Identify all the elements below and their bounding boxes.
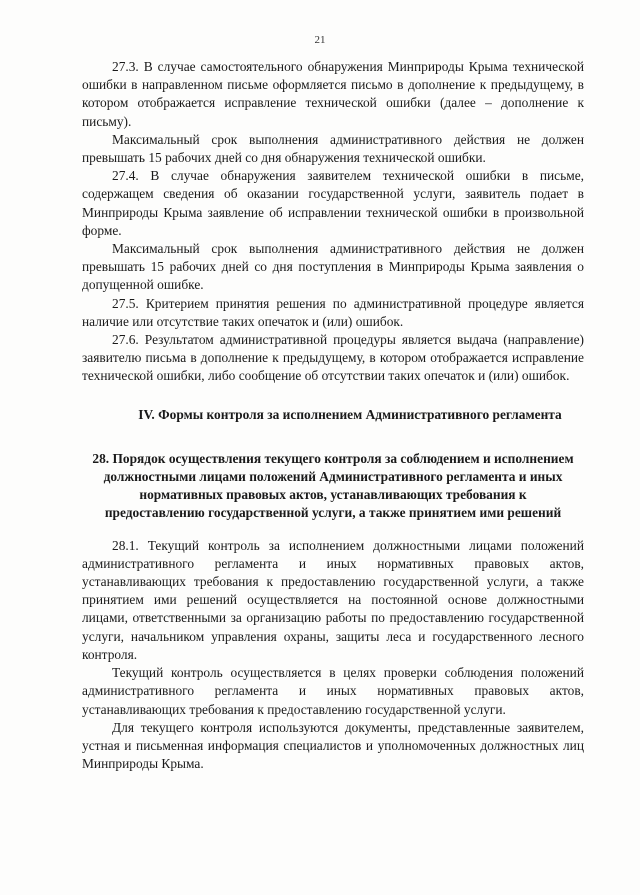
paragraph-27-3: 27.3. В случае самостоятельного обнаружения Минприроды Крыма технической ошибки в направленном письме оформляется письмо в дополнение к предыдущему, в котором отображается исправление технической ошибки (далее – дополнение к письму).: [82, 59, 584, 129]
paragraph-27-4: 27.4. В случае обнаружения заявителем технической ошибки в письме, содержащем сведения об оказании государственной услуги, заявитель подает в Минприроды Крыма заявление об исправлении технической ошибки в произвольной форме.: [82, 168, 584, 238]
paragraph-current-control-documents: Для текущего контроля используются документы, представленные заявителем, устная и письменная информация специалистов и уполномоченных должностных лиц Минприроды Крыма.: [82, 719, 584, 772]
page-number: 21: [314, 34, 326, 46]
paragraph-27-3-deadline: Максимальный срок выполнения административного действия не должен превышать 15 рабочих дней со дня обнаружения технической ошибки.: [82, 131, 584, 166]
section-28-heading: 28. Порядок осуществления текущего контроля за соблюдением и исполнением должностными лицами положений Административного регламента и иных нормативных правовых актов, устанавливающих требования к предоставлению государственной услуги, а также принятием ими решений: [92, 450, 574, 521]
paragraph-current-control-purpose: Текущий контроль осуществляется в целях проверки соблюдения положений административного регламента и иных нормативных правовых актов, устанавливающих требования к предоставлению государственной услуги.: [82, 665, 584, 717]
document-body: [82, 58, 584, 773]
paragraph-27-5: 27.5. Критерием принятия решения по административной процедуре является наличие или отсутствие таких опечаток и (или) ошибок.: [82, 295, 584, 329]
paragraph-28-1: 28.1. Текущий контроль за исполнением должностными лицами положений административного регламента и иных нормативных правовых актов, устанавливающих требования к предоставлению государственной услуги, а также принятием ими решений осуществляется на постоянной основе должностными лицами, ответственными за организацию работы по предоставлению государственной услуги, начальником управления охраны, защиты леса и государственного лесного контроля.: [82, 537, 584, 662]
section-iv-heading: IV. Формы контроля за исполнением Административного регламента: [138, 406, 562, 422]
paragraph-27-4-deadline: Максимальный срок выполнения административного действия не должен превышать 15 рабочих дней со дня поступления в Минприроды Крыма заявления о допущенной ошибке.: [82, 241, 584, 293]
paragraph-27-6: 27.6. Результатом административной процедуры является выдача (направление) заявителю письма в дополнение к предыдущему, в котором отображается исправление технической ошибки, либо сообщение об отсутствии таких опечаток и (или) ошибок.: [82, 332, 584, 384]
